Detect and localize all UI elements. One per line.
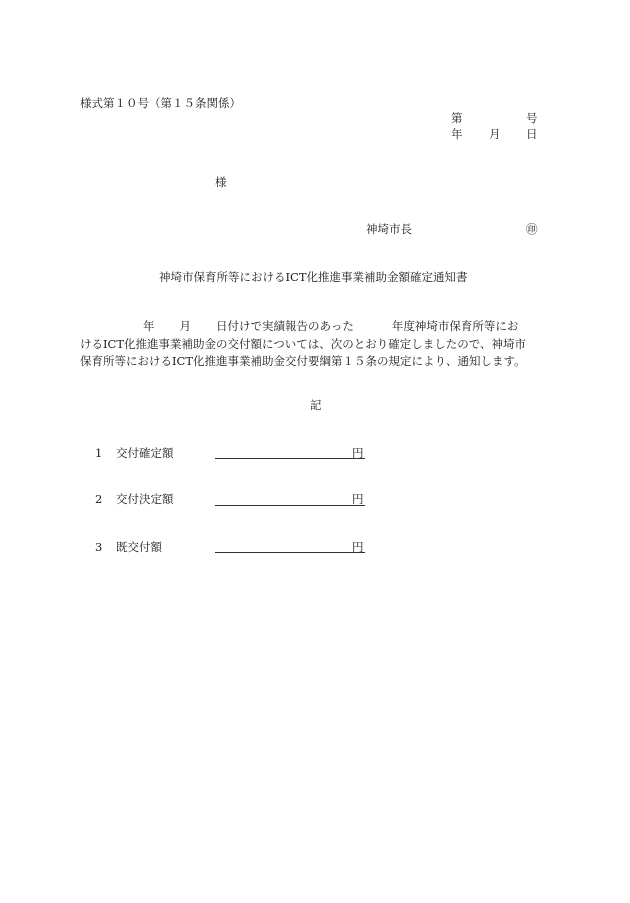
date-day: 日 bbox=[526, 127, 538, 141]
addressee-honorific: 様 bbox=[215, 175, 227, 189]
body-line-2: けるICT化推進事業補助金の交付額については、次のとおり確定しましたので、神埼市 bbox=[80, 336, 527, 351]
item-unit: 円 bbox=[352, 540, 364, 554]
body-paragraph bbox=[80, 318, 550, 371]
amount-underline bbox=[215, 458, 365, 459]
body-line-3: 保育所等におけるICT化推進事業補助金交付要綱第１５条の規定により、通知します。 bbox=[80, 354, 526, 368]
date-year: 年 bbox=[451, 127, 463, 141]
document-title: 神埼市保育所等におけるICT化推進事業補助金額確定通知書 bbox=[159, 270, 468, 284]
document-number-prefix: 第 bbox=[451, 111, 463, 125]
document-number-suffix: 号 bbox=[526, 111, 538, 125]
body-fiscal-year: 年度神埼市保育所等にお bbox=[391, 319, 519, 333]
item-number: 2 bbox=[95, 492, 103, 506]
body-month: 月 bbox=[179, 319, 191, 333]
item-number: 1 bbox=[95, 446, 103, 460]
item-unit: 円 bbox=[352, 492, 364, 506]
form-number: 様式第１０号（第１５条関係） bbox=[80, 96, 241, 110]
item-unit: 円 bbox=[352, 446, 364, 460]
body-year: 年 bbox=[143, 319, 155, 333]
item-label: 交付決定額 bbox=[116, 492, 174, 506]
item-label: 既交付額 bbox=[116, 540, 162, 554]
item-number: 3 bbox=[95, 540, 103, 554]
body-text-1: 日付けで実績報告のあった bbox=[216, 319, 354, 333]
body-line-1 bbox=[80, 318, 550, 336]
amount-underline bbox=[215, 505, 365, 506]
note-heading: 記 bbox=[310, 398, 322, 412]
amount-underline bbox=[215, 552, 365, 553]
date-month: 月 bbox=[489, 127, 501, 141]
seal-mark: ㊞ bbox=[526, 222, 538, 236]
item-label: 交付確定額 bbox=[116, 446, 174, 460]
issuer-title: 神埼市長 bbox=[366, 222, 412, 236]
